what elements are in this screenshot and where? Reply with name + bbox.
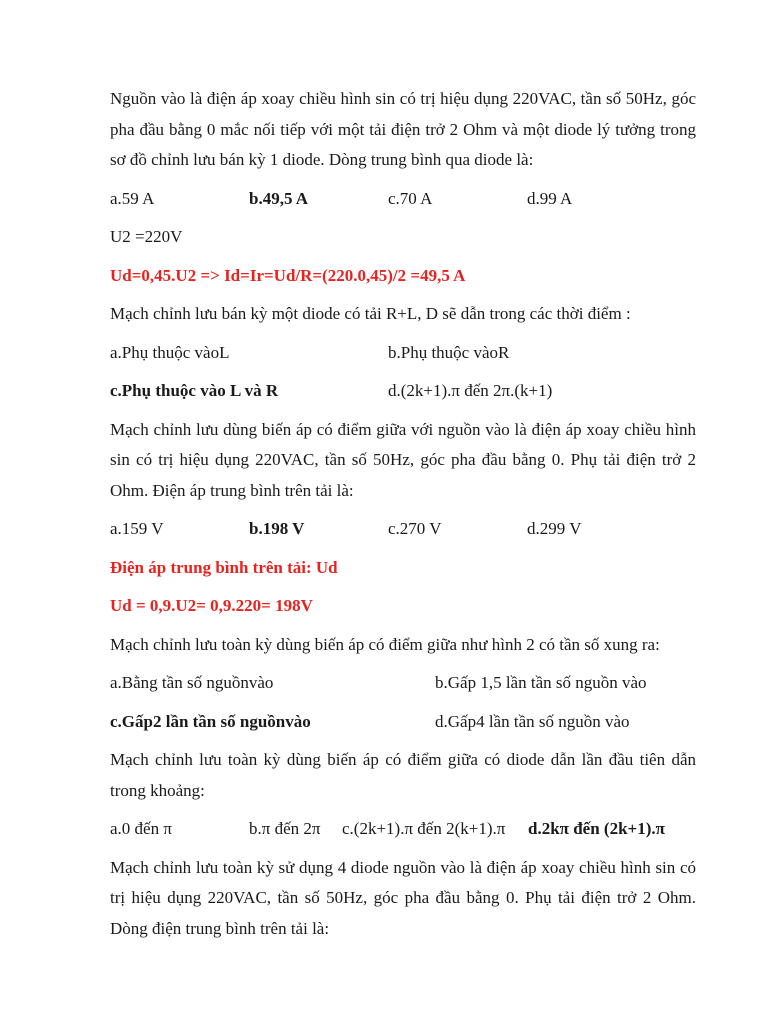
q4-option-a: a.Bằng tần số nguồnvào [110,673,274,692]
question-5-text: Mạch chỉnh lưu toàn kỳ dùng biến áp có điểm giữa có diode dẫn lần đầu tiên dẫn trong khoảng: [110,750,696,800]
q5-option-d-correct: d.2kπ đến (2k+1).π [528,819,665,838]
q4-option-c-correct: c.Gấp2 lần tần số nguồnvào [110,711,311,731]
q1-solution: Ud=0,45.U2 => Id=Ir=Ud/R=(220.0,45)/2 =49,5 A [110,265,466,285]
question-4-options-row-1 [110,668,696,699]
question-2-text: Mạch chỉnh lưu bán kỳ một diode có tải R+L, D sẽ dẫn trong các thời điểm : [110,304,631,323]
q1-option-d: d.99 A [527,188,573,208]
q2-option-a: a.Phụ thuộc vàoL [110,342,230,362]
q1-option-c: c.70 A [388,188,433,208]
q2-option-d: d.(2k+1).π đến 2π.(k+1) [388,381,553,400]
question-1-options [110,184,696,215]
q5-option-b: b.π đến 2π [249,819,321,838]
q1-option-b-correct: b.49,5 A [249,188,309,208]
question-4-options-row-2 [110,707,696,738]
q5-option-c: c.(2k+1).π đến 2(k+1).π [342,819,506,838]
q4-option-b: b.Gấp 1,5 lần tần số nguồn vào [435,673,647,692]
q5-option-a: a.0 đến π [110,819,172,838]
q3-option-b-correct: b.198 V [249,519,305,538]
question-5-options [110,814,696,845]
q4-option-d: d.Gấp4 lần tần số nguồn vào [435,711,630,731]
q3-solution-line-1: Điện áp trung bình trên tải: Ud [110,557,338,577]
q1-option-a: a.59 A [110,188,155,208]
q2-option-b: b.Phụ thuộc vàoR [388,342,510,362]
question-3-options [110,514,696,545]
question-4-text: Mạch chỉnh lưu toàn kỳ dùng biến áp có điểm giữa như hình 2 có tần số xung ra: [110,634,660,654]
q3-solution-line-2: Ud = 0,9.U2= 0,9.220= 198V [110,596,313,615]
question-2-options-row-2 [110,376,696,407]
question-6-text: Mạch chỉnh lưu toàn kỳ sử dụng 4 diode nguồn vào là điện áp xoay chiều hình sin có trị hiệu dụng 220VAC, tần số 50Hz, góc pha đầu bằng 0. Phụ tải điện trở 2 Ohm. Dòng điện trung bình trên tải là: [110,857,696,938]
q3-option-c: c.270 V [388,519,442,538]
question-3-text: Mạch chỉnh lưu dùng biến áp có điểm giữa với nguồn vào là điện áp xoay chiều hình sin có trị hiệu dụng 220VAC, tần số 50Hz, góc pha đầu bằng 0. Phụ tải điện trở 2 Ohm. Điện áp trung bình trên tải là: [110,419,696,500]
q2-option-c-correct: c.Phụ thuộc vào L và R [110,381,279,400]
q3-option-a: a.159 V [110,519,164,538]
q3-option-d: d.299 V [527,519,582,538]
question-2-options-row-1 [110,338,696,369]
q1-given: U2 =220V [110,227,183,246]
question-1-text: Nguồn vào là điện áp xoay chiều hình sin có trị hiệu dụng 220VAC, tần số 50Hz, góc pha đầu bằng 0 mắc nối tiếp với một tải điện trở 2 Ohm và một diode lý tưởng trong sơ đồ chỉnh lưu bán kỳ 1 diode. Dòng trung bình qua diode là: [110,89,696,169]
